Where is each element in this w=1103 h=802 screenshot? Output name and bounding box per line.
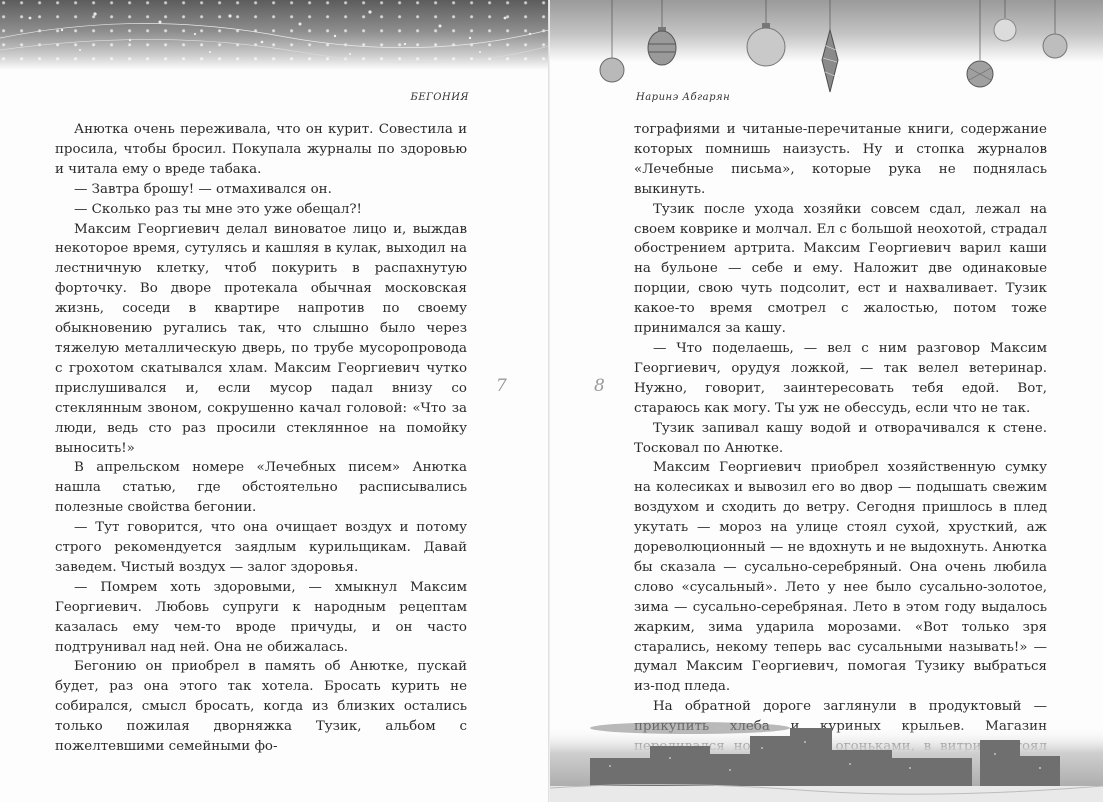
paragraph: — Завтра брошу! — отмахивался он. (74, 181, 332, 197)
paragraph: В апрельском номере «Лечебных писем» Анютка нашла статью, где обстоятельно расписывались полезные свойства бегонии. (55, 460, 467, 516)
right-page (550, 0, 1103, 802)
running-head-title: БЕГОНИЯ (410, 92, 469, 103)
paragraph: Анютка очень переживала, что он курит. Совестила и просила, чтобы бросил. Покупала журналы по здоровью и читала ему о вреде табака. (55, 122, 467, 177)
christmas-ornaments-illustration (550, 0, 1103, 100)
paragraph: тографиями и читаные-перечитаные книги, содержание которых помнишь наизусть. Ну и стопка журналов «Лечебные письма», которые рука не поднялась выкинуть. (634, 122, 1047, 197)
paragraph: Бегонию он приобрел в память об Анютке, пускай будет, раз она этого так хотела. Бросать курить не собирался, смысл бросать, когда из близких остались только пожилая дворняжка Тузик, альбом с пожелтевшими семейными фо- (55, 659, 467, 755)
left-body-text (55, 120, 467, 757)
right-body-text (634, 120, 1047, 777)
paragraph: — Что поделаешь, — вел с ним разговор Максим Георгиевич, орудуя ложкой, — так велел ветеринар. Нужно, говорит, заинтересовать тебя едой. Вот, стараюсь как могу. Ты уж не обессудь, если что не так. (634, 340, 1047, 416)
sparkle-lights-illustration (0, 0, 549, 72)
left-page (0, 0, 549, 802)
paragraph: — Тут говорится, что она очищает воздух и потому строго рекомендуется заядлым курильщикам. Давай заведем. Чистый воздух — залог здоровья. (55, 520, 467, 575)
paragraph: Тузик запивал кашу водой и отворачивался к стене. Тосковал по Анютке. (634, 420, 1047, 456)
paragraph: На обратной дороге заглянули в продуктовый — (653, 699, 1047, 715)
page-number: 8 (594, 376, 605, 396)
page-number: 7 (496, 376, 507, 396)
paragraph: Максим Георгиевич приобрел хозяйственную сумку на колесиках и вывозил его во двор — подышать свежим воздухом и сходить до ветру. Сегодня пришлось в плед укутать — мороз на улице стоял сухой, хрусткий, аж дореволюционный — не вдохнуть и не выдохнуть. Анютка бы сказала — сусально-серебряный. Она очень любила слово «сусальный». Лето у нее было сусально-золотое, зима — сусально-серебряная. Лето в этом году выдалось жарким, зима ударила морозами. «Вот только зря старались, некому теперь вас сусальными называть!» — думал Максим Георгиевич, помогая Тузику выбраться из-под пледа. (634, 460, 1047, 695)
paragraph: — Помрем хоть здоровыми, — хмыкнул Максим Георгиевич. Любовь супруги к народным рецептам казалась ему чем-то вроде причуды, и он часто подтрунивал над ней. Она не обижалась. (55, 579, 467, 655)
paragraph: Тузик после ухода хозяйки совсем сдал, лежал на своем коврике и молчал. Ел с большой неохотой, страдал обострением артрита. Максим Георгиевич варил каши на бульоне — себе и ему. Наложит две одинаковые порции, свою чуть подсолит, ест и нахваливает. Тузик какое-то время смотрел с жалостью, потом тоже принимался за кашу. (634, 201, 1047, 337)
running-head-author: Наринэ Абгарян (636, 92, 731, 103)
paragraph: — Сколько раз ты мне это уже обещал?! (74, 201, 362, 217)
paragraph: Максим Георгиевич делал виноватое лицо и, выждав некоторое время, сутулясь и кашляя в кулак, выходил на лестничную клетку, чтоб покурить в распахнутую форточку. Во дворе протекала обычная московская жизнь, соседи в квартире напротив по своему обыкновению ругались так, что слышно было через тяжелую металлическую дверь, по трубе мусоропровода с грохотом скатывался хлам. Максим Георгиевич чутко прислушивался и, если мусор падал внизу со стеклянным звоном, сокрушенно качал головой: «Что за люди, ведь сто раз просили стеклянное на помойку выносить!» (55, 221, 467, 456)
winter-city-illustration (550, 706, 1103, 802)
